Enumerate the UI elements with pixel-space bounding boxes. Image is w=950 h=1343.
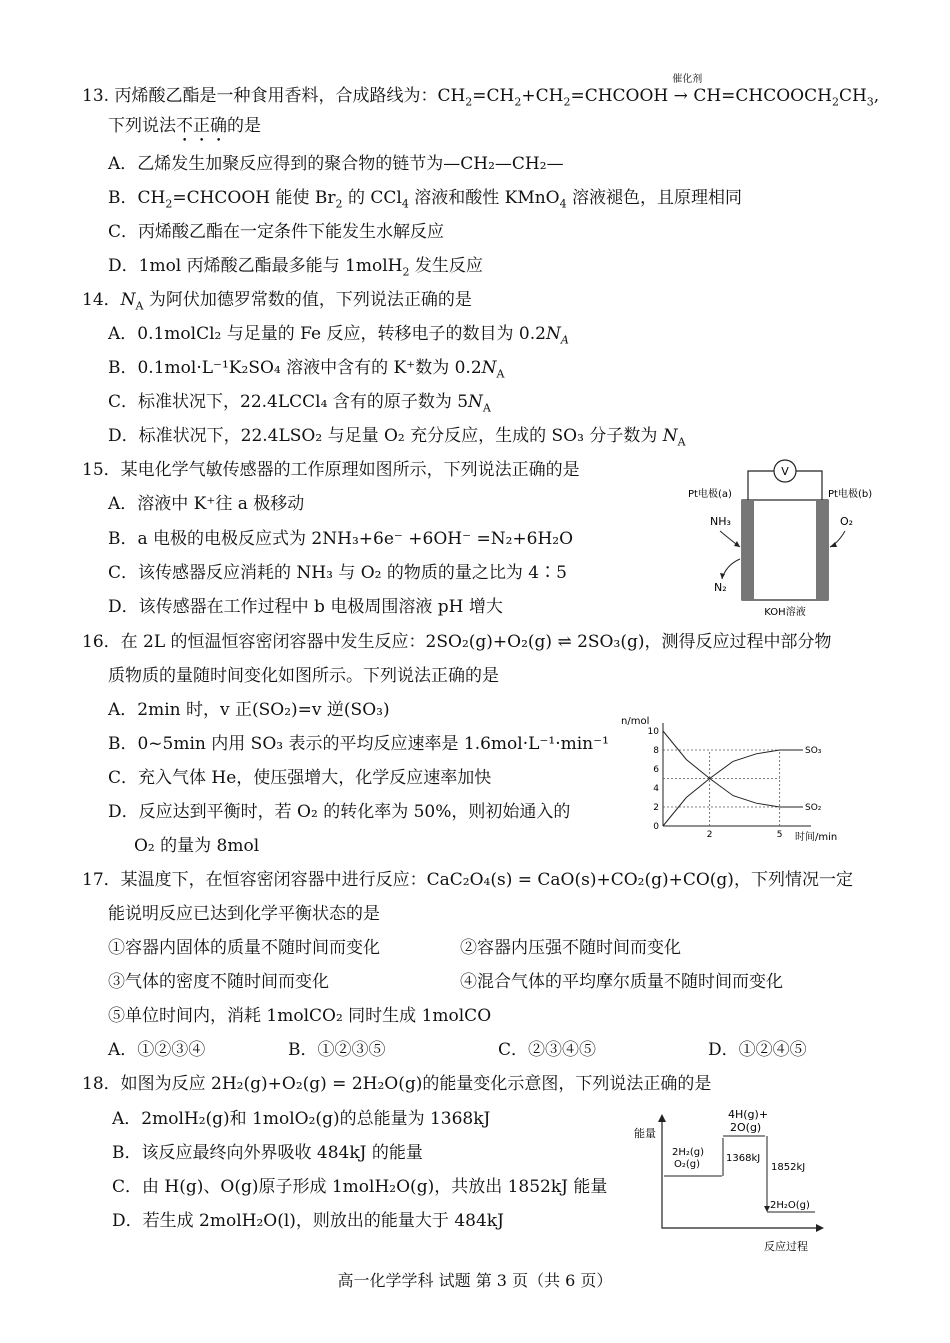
q15-option-c: C．该传感器反应消耗的 NH₃ 与 O₂ 的物质的量之比为 4∶5 — [108, 563, 567, 583]
q15-option-d: D．该传感器在工作过程中 b 电极周围溶液 pH 增大 — [108, 597, 503, 617]
q17-statement-1: ①容器内固体的质量不随时间而变化 — [108, 938, 380, 958]
mid-level-label2: O₂(g) — [674, 1159, 701, 1170]
voltmeter-label: V — [781, 465, 789, 478]
q16-option-d-cont: O₂ 的量为 8mol — [134, 836, 260, 856]
q18-option-b: B．该反应最终向外界吸收 484kJ 的能量 — [112, 1143, 423, 1163]
o2-arrow — [830, 531, 845, 547]
q16-stem: 16．在 2L 的恒温恒容密闭容器中发生反应：2SO₂(g)+O₂(g) ⇌ 2SO₃(g)，测得反应过程中部分物 — [82, 632, 832, 652]
top-level-label1: 4H(g)+ — [728, 1108, 769, 1121]
energy-diagram — [630, 1100, 830, 1255]
q17-statement-4: ④混合气体的平均摩尔质量不随时间而变化 — [460, 972, 783, 992]
q14-option-c: C．标准状况下，22.4LCCl₄ 含有的原子数为 $5N_A$ — [108, 392, 491, 415]
q18-option-d: D．若生成 2molH₂O(l)，则放出的能量大于 484kJ — [112, 1211, 504, 1231]
n2-arrowhead — [720, 573, 725, 579]
q13-stem-line2: 下列说法不正确的是 — [108, 116, 261, 136]
chart-xlabel: 时间/min — [795, 832, 838, 843]
q17-stem: 17．某温度下，在恒容密闭容器中进行反应：CaC₂O₄(s) = CaO(s)+CO₂(g)+CO(g)，下列情况一定 — [82, 870, 853, 890]
n2-arrow — [722, 559, 740, 579]
q18-option-a: A．2molH₂(g)和 1molO₂(g)的总能量为 1368kJ — [112, 1109, 491, 1129]
chart-ylabel: n/mol — [621, 716, 650, 727]
q15-stem: 15．某电化学气敏传感器的工作原理如图所示，下列说法正确的是 — [82, 460, 580, 480]
q17-option-d: D．①②④⑤ — [708, 1040, 807, 1060]
chart-x-tick: 5 — [776, 830, 783, 840]
energy-xlabel: 反应过程 — [764, 1240, 808, 1253]
bottom-level-label: 2H₂O(g) — [770, 1200, 810, 1211]
q14-option-a: A．0.1molCl₂ 与足量的 Fe 反应，转移电子的数目为 $0.2N_A$ — [108, 324, 569, 347]
page-footer: 高一化学学科 试题 第 3 页（共 6 页） — [337, 1271, 613, 1290]
electrode-a — [742, 500, 754, 600]
o2-label: O₂ — [840, 515, 854, 528]
chart-y-tick: 6 — [653, 765, 659, 775]
q16-option-a: A．2min 时，v 正(SO₂)=v 逆(SO₃) — [108, 700, 390, 720]
chart-series-label: SO₃ — [805, 746, 822, 756]
solution-label: KOH溶液 — [764, 607, 806, 618]
q13-stem: 13. 丙烯酸乙酯是一种食用香料，合成路线为：$CH_2=CH_2+CH_2=CHCOOH$ 催化剂 → $CH=CHCOOCH_2CH_3$, — [82, 84, 879, 108]
mid-level-label1: 2H₂(g) — [672, 1147, 705, 1158]
chart-series-line — [663, 731, 803, 807]
q17-option-c: C．②③④⑤ — [498, 1040, 597, 1060]
q16-stem-line2: 质物质的量随时间变化如图所示。下列说法正确的是 — [108, 666, 499, 686]
nh3-arrowhead — [734, 541, 740, 547]
e2-label: 1852kJ — [771, 1162, 806, 1173]
electrode-a-label: Pt电极(a) — [688, 489, 732, 500]
q18-option-c: C．由 H(g)、O(g)原子形成 1molH₂O(g)，共放出 1852kJ 能量 — [112, 1177, 608, 1197]
chart-y-tick: 4 — [653, 784, 659, 794]
q15-option-b: B．a 电极的电极反应式为 2NH₃+6e⁻ +6OH⁻ =N₂+6H₂O — [108, 529, 574, 549]
chart-y-tick: 0 — [653, 822, 659, 832]
q17-option-a: A．①②③④ — [108, 1040, 206, 1060]
amount-time-chart — [615, 712, 838, 843]
q16-option-b: B．0~5min 内用 SO₃ 表示的平均反应速率是 1.6mol·L⁻¹·min⁻¹ — [108, 734, 609, 754]
q17-statement-3: ③气体的密度不随时间而变化 — [108, 972, 329, 992]
q17-statement-5: ⑤单位时间内，消耗 1molCO₂ 同时生成 1molCO — [108, 1006, 492, 1026]
q14-option-d: D．标准状况下，22.4LSO₂ 与足量 O₂ 充分反应，生成的 SO₃ 分子数为 $N_A$ — [108, 426, 686, 449]
chart-x-tick: 2 — [706, 830, 713, 840]
chart-y-tick: 2 — [653, 803, 659, 813]
chart-y-tick: 8 — [653, 746, 659, 756]
q14-stem: 14．$N_A$ 为阿伏加德罗常数的值，下列说法正确的是 — [82, 290, 472, 313]
q17-statement-2: ②容器内压强不随时间而变化 — [460, 938, 681, 958]
chart-series-label: SO₂ — [805, 803, 822, 813]
electrode-b-label: Pt电极(b) — [828, 489, 873, 500]
q17-option-b: B．①②③⑤ — [288, 1040, 386, 1060]
q14-option-b: B．0.1mol·L⁻¹K₂SO₄ 溶液中含有的 K⁺数为 $0.2N_A$ — [108, 358, 505, 381]
energy-ylabel: 能量 — [634, 1127, 656, 1140]
q17-stem-line2: 能说明反应已达到化学平衡状态的是 — [108, 904, 380, 924]
q13-option-b: B．$CH_2=CHCOOH$ 能使 $Br_2$ 的 CCl$_4$ 溶液和酸性 KMnO$_4$ 溶液褪色，且原理相同 — [108, 188, 743, 211]
electrode-b — [816, 500, 828, 600]
q18-stem: 18．如图为反应 2H₂(g)+O₂(g) = 2H₂O(g)的能量变化示意图，下列说法正确的是 — [82, 1074, 712, 1094]
chart-y-tick: 10 — [647, 727, 659, 737]
q15-option-a: A．溶液中 K⁺往 a 极移动 — [108, 494, 305, 514]
n2-label: N₂ — [714, 581, 727, 594]
top-level-label2: 2O(g) — [730, 1121, 762, 1134]
q16-option-c: C．充入气体 He，使压强增大，化学反应速率加快 — [108, 768, 492, 788]
e1-label: 1368kJ — [726, 1153, 761, 1164]
container — [742, 500, 828, 600]
q13-option-a: A．乙烯发生加聚反应得到的聚合物的链节为—CH₂—CH₂— — [108, 154, 564, 174]
chart-series-line — [663, 750, 803, 826]
q13-option-c: C．丙烯酸乙酯在一定条件下能发生水解反应 — [108, 222, 445, 242]
sensor-diagram — [680, 455, 890, 620]
nh3-label: NH₃ — [710, 515, 731, 528]
q13-option-d: D．1mol 丙烯酸乙酯最多能与 1molH$_2$ 发生反应 — [108, 256, 483, 279]
q16-option-d: D．反应达到平衡时，若 O₂ 的转化率为 50%，则初始通入的 — [108, 802, 571, 822]
catalyst-label: 催化剂 — [672, 74, 703, 85]
